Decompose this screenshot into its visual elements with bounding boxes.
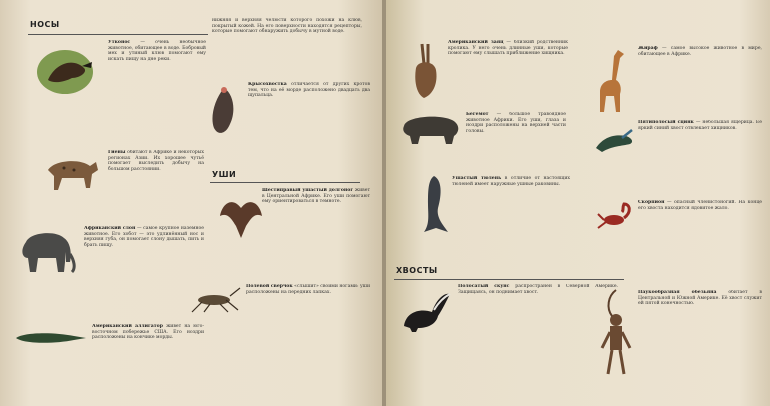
alligator-illustration — [14, 326, 88, 348]
hyena-illustration — [44, 152, 100, 192]
cricket-illustration — [186, 286, 242, 314]
skunk-illustration — [398, 286, 452, 334]
entry-hyena: Гиены обитают в Африке и некоторых регионах Азии. Их хорошее чутьё помогает выследить добычу на большом расстоянии. — [108, 150, 204, 172]
entry-platypus: Утконос — очень необычное животное, обитающее в воде. Бобровый мех и утиный клюв помогают ему искать пищу на дне реки. — [108, 40, 206, 62]
sea-lion-illustration — [420, 174, 450, 234]
entry-bat: Шестиправый ушастый долгоног живёт в Центральной Африке. Его уши помогают ему ориентироваться в темноте. — [262, 188, 370, 205]
section-rule — [28, 34, 208, 35]
right-page — [386, 0, 770, 406]
entry-spider-monkey: Паукообразная обезьяна обитает в Центральной и Южной Америке. Её хвост служит ей пятой конечностью. — [638, 290, 762, 307]
entry-skunk: Полосатый скунс распространён в Северной Америке. Защищаясь, он поднимает хвост. — [458, 284, 618, 295]
giraffe-illustration — [594, 48, 632, 114]
left-page — [0, 0, 384, 406]
entry-cricket: Полевой сверчок «слышит» своими ногами: уши расположены на передних лапках. — [246, 284, 370, 295]
entry-mole: Крысохвостка отличается от других кротов тем, что на её морде расположено двадцать два щупальца. — [248, 82, 370, 99]
entry-hippo: Бегемот — большое травоядное животное Африки. Его уши, глаза и ноздри расположены на верхней части головы. — [466, 112, 566, 134]
scorpion-illustration — [596, 200, 636, 232]
entry-elephant: Африканский слон — самое крупное наземное животное. Его хобот — это удлинённый нос и верхняя губа, он помогает слону дышать, пить и брать пищу. — [84, 226, 204, 248]
entry-nose-continued: нижняя и верхняя челюсти которого похожи на клюв, покрытый кожей. На его поверхности находятся рецепторы, которые помогают обнаружить добычу в мутной воде. — [212, 18, 362, 35]
section-rule — [394, 279, 624, 280]
spider-monkey-illustration — [598, 288, 634, 378]
star-nosed-mole-illustration — [206, 84, 242, 140]
bat-illustration — [218, 190, 264, 240]
entry-skink: Пятиполосый сцинк — небольшая ящерица. Её яркий синий хвост отвлекает хищников. — [638, 120, 762, 131]
entry-alligator: Американский аллигатор живёт на юго-восточном побережье США. Его ноздри расположены на кончике морды. — [92, 324, 204, 341]
section-heading-ears: УШИ — [212, 170, 237, 179]
hare-illustration — [408, 42, 442, 102]
elephant-illustration — [16, 228, 78, 276]
section-heading-tails: ХВОСТЫ — [396, 266, 438, 275]
entry-hare: Американский заяц — близкий родственник кролика. У него очень длинные уши, которые помогают ему слышать приближение хищника. — [448, 40, 568, 57]
entry-scorpion: Скорпион — опасный членистоногий. На конце его хвоста находится ядовитое жало. — [638, 200, 762, 211]
entry-giraffe: Жираф — самое высокое животное в мире, обитающее в Африке. — [638, 46, 762, 57]
platypus-illustration — [34, 42, 96, 96]
section-heading-noses: НОСЫ — [30, 20, 60, 29]
entry-sea-lion: Ушастый тюлень в отличие от настоящих тюленей имеет наружные ушные раковины. — [452, 176, 570, 187]
hippopotamus-illustration — [400, 110, 462, 146]
section-rule — [210, 182, 360, 183]
skink-illustration — [592, 126, 636, 156]
